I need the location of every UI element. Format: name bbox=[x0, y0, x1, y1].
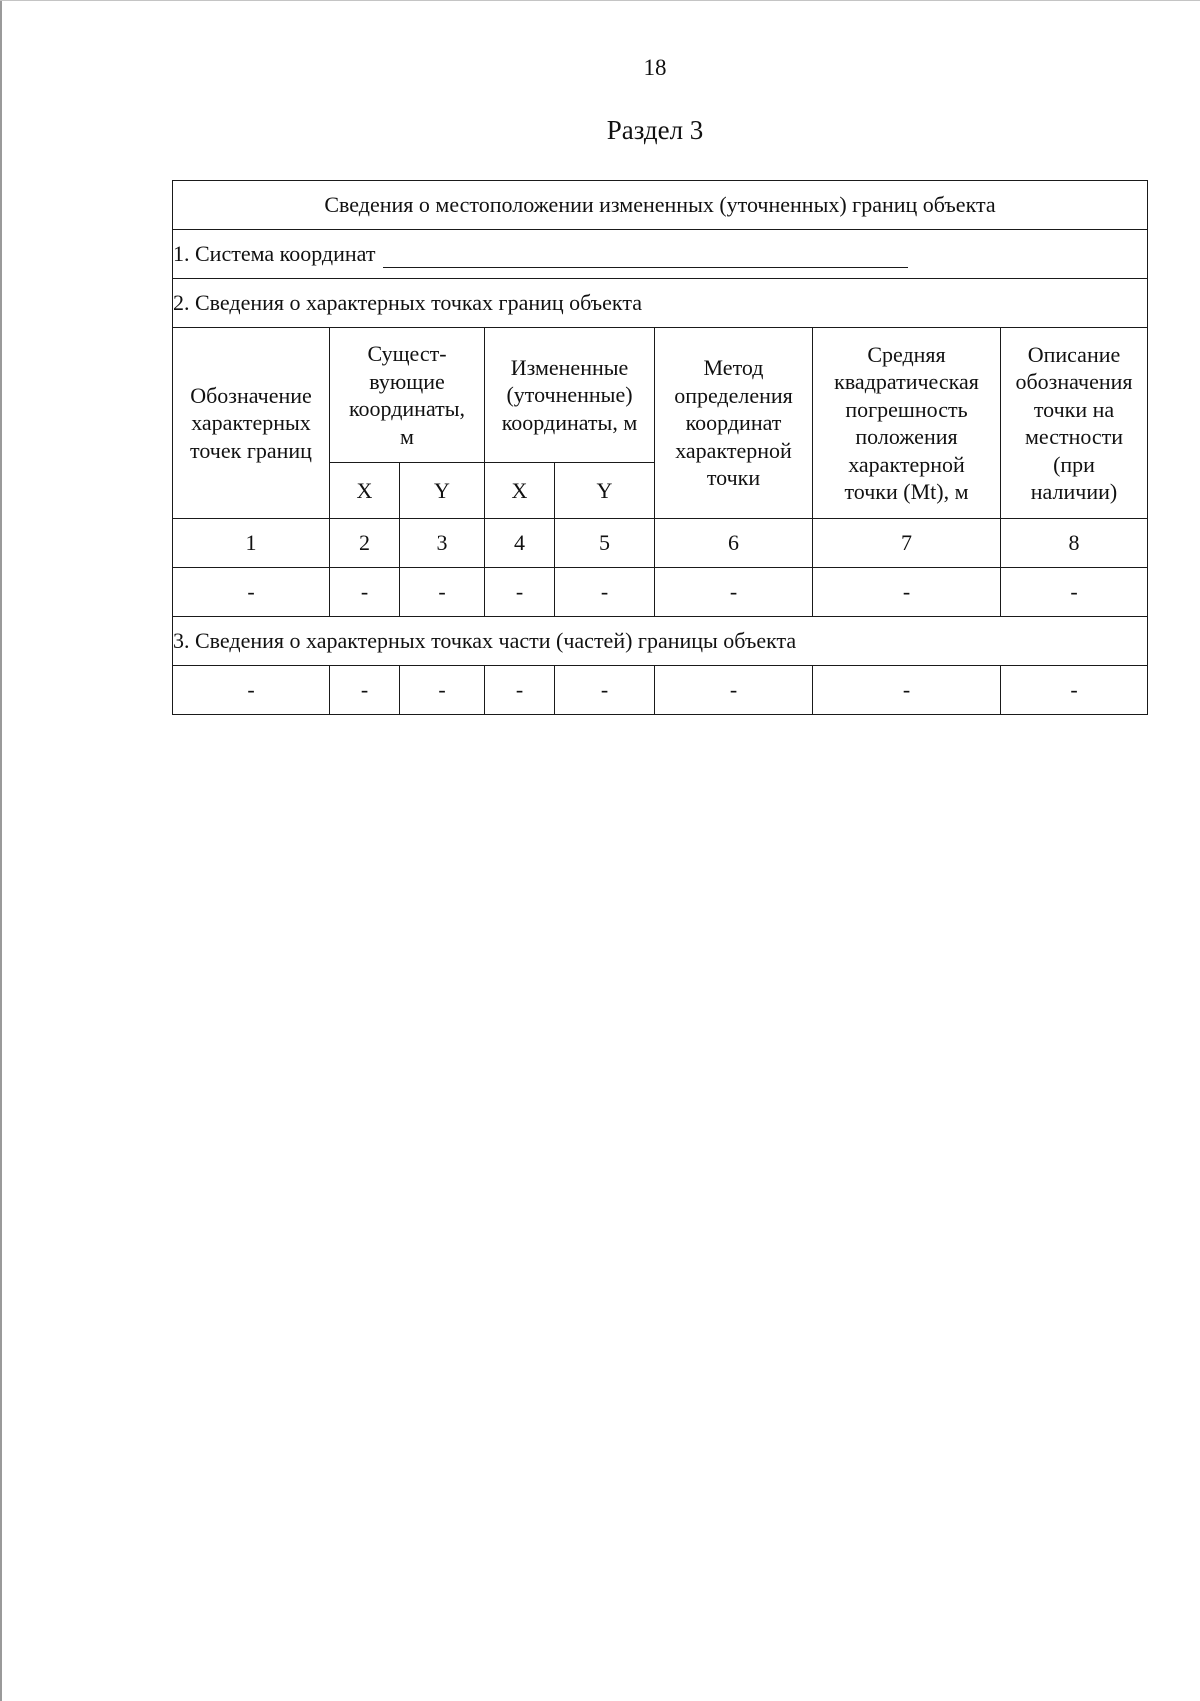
table-cell: - bbox=[813, 666, 1001, 715]
table-cell: - bbox=[655, 666, 813, 715]
table-row bbox=[173, 568, 1148, 617]
table-cell: - bbox=[555, 568, 655, 617]
column-number: 6 bbox=[655, 519, 813, 568]
table-cell: - bbox=[485, 666, 555, 715]
column-number: 7 bbox=[813, 519, 1001, 568]
column-number: 1 bbox=[173, 519, 330, 568]
scan-top-edge bbox=[0, 0, 1200, 1]
table-title: Сведения о местоположении измененных (уточненных) границ объекта bbox=[173, 181, 1148, 230]
table-cell: - bbox=[813, 568, 1001, 617]
table-cell: - bbox=[1001, 568, 1148, 617]
table-cell: - bbox=[655, 568, 813, 617]
header-point-designation: Обозначение характерных точек границ bbox=[173, 328, 330, 519]
subheader-changed-x: X bbox=[485, 463, 555, 519]
table-cell: - bbox=[1001, 666, 1148, 715]
column-number: 8 bbox=[1001, 519, 1148, 568]
column-number: 2 bbox=[330, 519, 400, 568]
table-cell: - bbox=[173, 568, 330, 617]
header-mean-error: Средняя квадратическая погрешность положения характерной точки (Mt), м bbox=[813, 328, 1001, 519]
subheader-changed-y: Y bbox=[555, 463, 655, 519]
coord-system-blank-line bbox=[383, 247, 908, 268]
column-number: 4 bbox=[485, 519, 555, 568]
coord-system-row bbox=[173, 230, 1148, 279]
section-title: Раздел 3 bbox=[606, 115, 704, 145]
subheader-existing-x: X bbox=[330, 463, 400, 519]
table-cell: - bbox=[330, 666, 400, 715]
column-number: 5 bbox=[555, 519, 655, 568]
header-description: Описание обозначения точки на местности (при наличии) bbox=[1001, 328, 1148, 519]
table-row bbox=[173, 666, 1148, 715]
column-number: 3 bbox=[400, 519, 485, 568]
table-cell: - bbox=[173, 666, 330, 715]
page-number: 18 bbox=[643, 55, 667, 80]
subheader-existing-y: Y bbox=[400, 463, 485, 519]
table-cell: - bbox=[400, 568, 485, 617]
column-number-row bbox=[173, 519, 1148, 568]
part-points-section-label: 3. Сведения о характерных точках части (частей) границы объекта bbox=[173, 617, 1148, 666]
table-cell: - bbox=[485, 568, 555, 617]
table-cell: - bbox=[400, 666, 485, 715]
scan-left-edge bbox=[0, 0, 2, 1701]
table-cell: - bbox=[330, 568, 400, 617]
header-changed-coords: Измененные (уточненные) координаты, м bbox=[485, 328, 655, 463]
header-existing-coords: Сущест- вующие координаты, м bbox=[330, 328, 485, 463]
points-section-label: 2. Сведения о характерных точках границ объекта bbox=[173, 279, 1148, 328]
header-method: Метод определения координат характерной точки bbox=[655, 328, 813, 519]
coord-system-label: 1. Система координат bbox=[173, 241, 376, 267]
boundary-info-table bbox=[172, 180, 1148, 715]
table-cell: - bbox=[555, 666, 655, 715]
